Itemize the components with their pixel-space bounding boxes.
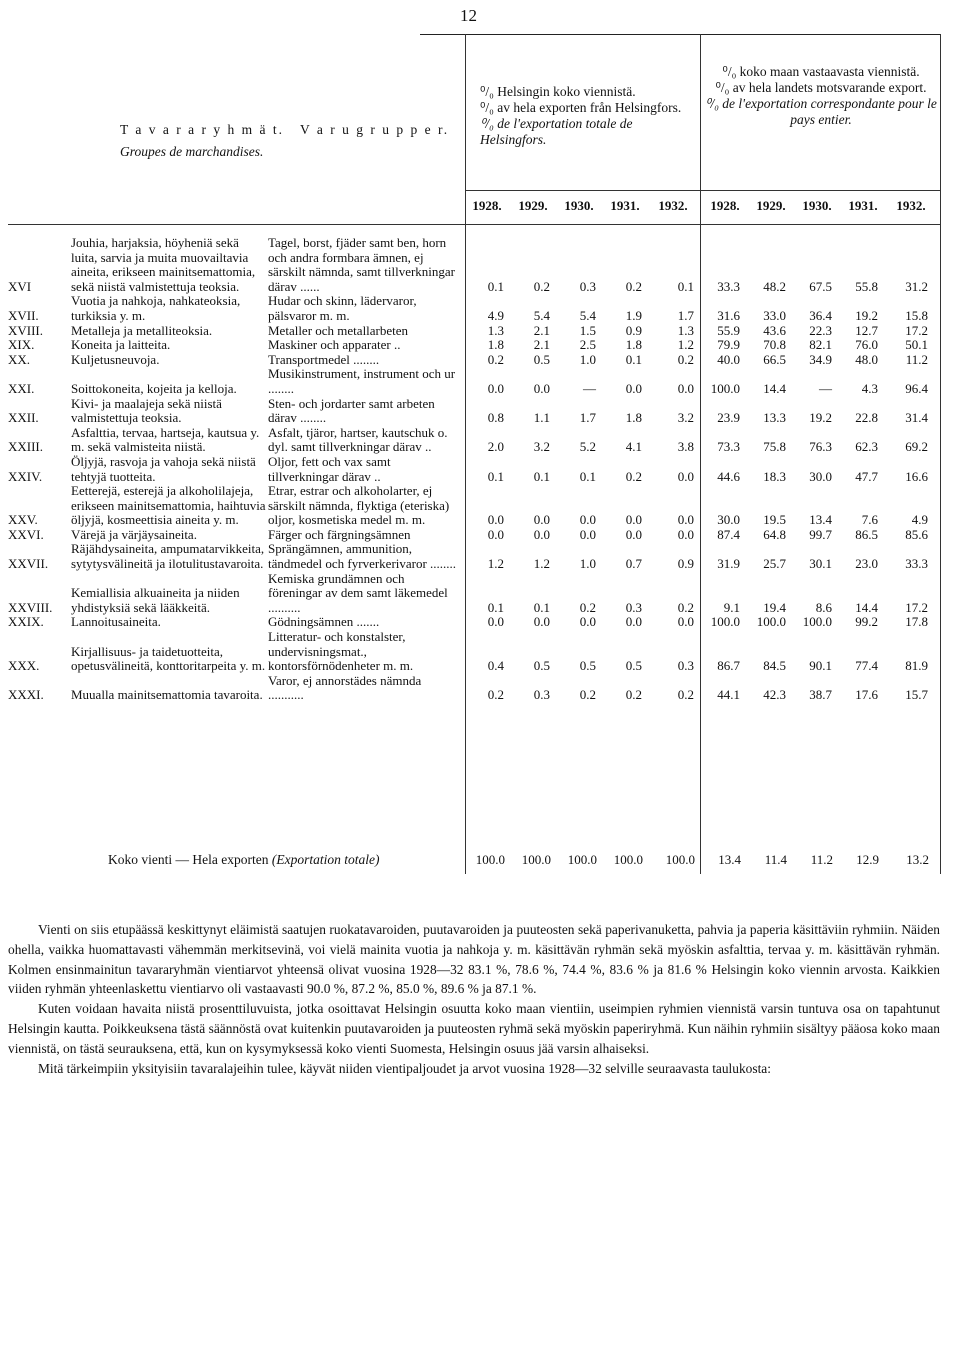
- cell-value: 0.3: [625, 599, 642, 615]
- cell-value: 0.2: [677, 599, 694, 615]
- header-groups-fi: T a v a r a r y h m ä t.: [120, 122, 284, 137]
- cell-value: 0.0: [533, 380, 550, 396]
- row-number: XXIX.: [8, 614, 44, 630]
- cell-value: 19.2: [855, 307, 878, 323]
- cell-value: 44.1: [717, 687, 740, 703]
- cell-value: 18.3: [763, 468, 786, 484]
- cell-value: 15.7: [905, 687, 928, 703]
- row-label-fi: Asfalttia, tervaa, hartseja, kautsua y. m. sekä valmisteita niistä.: [71, 424, 260, 455]
- cell-value: 4.9: [487, 307, 504, 323]
- cell-value: 44.6: [717, 468, 740, 484]
- cell-value: 1.7: [579, 410, 596, 426]
- row-label-sv: Sten- och jordarter samt arbeten därav ........: [268, 395, 435, 426]
- row-label-sv: Metaller och metallarbeten: [268, 322, 409, 338]
- cell-value: 1.2: [677, 337, 694, 353]
- year-label: 1932.: [896, 198, 926, 213]
- year-label: 1931.: [848, 198, 878, 213]
- cell-value: 1.5: [579, 322, 596, 338]
- row-number: XXI.: [8, 380, 35, 396]
- table-row: [8, 367, 928, 396]
- row-label-fi: Kivi- ja maalajeja sekä niistä valmistettuja teoksia.: [71, 395, 222, 426]
- cell-value: 86.7: [717, 658, 740, 674]
- cell-value: 48.0: [855, 351, 878, 367]
- table-row: [8, 528, 928, 543]
- cell-value: 76.0: [855, 337, 878, 353]
- year-label: 1929.: [756, 198, 786, 213]
- cell-value: 99.7: [809, 526, 832, 542]
- cell-value: 0.2: [625, 278, 642, 294]
- cell-value: 31.6: [717, 307, 740, 323]
- paragraph: Vienti on siis etupäässä keskittynyt eläimistä saatujen ruokatavaroiden, puutavaroiden ja puuteosten sekä paperivanuketta, pahvia ja paperia käsittäviin ryhmiin. Näiden ohella, vaikka huomattavasti vähemmän merkitsevinä, voi vielä mainita vuotia ja nahkoja y. m. käsittävän ryhmän sekä myöskin asfalttia, tervaa y. m. käsittävän ryhmän. Kolmen ensinmainitun tavararyhmän vientiarvot yhteensä olivat vuosina 1928—32 83.1 %, 78.6 %, 74.4 %, 83.6 % ja 81.6 % Helsingin koko viennin arvosta. Kaikkien viiden ryhmän yhteenlaskettu vientiarvo oli vastaavasti 90.0 %, 87.2 %, 85.0 %, 89.6 % ja 87.1 %.: [8, 922, 940, 997]
- table-row: [8, 674, 928, 703]
- cell-value: 15.8: [905, 307, 928, 323]
- cell-value: 0.0: [533, 614, 550, 630]
- row-number: XIX.: [8, 337, 35, 353]
- row-label-fi: Metalleja ja metalliteoksia.: [71, 322, 213, 338]
- total-label-fr: (Exportation totale): [271, 852, 380, 867]
- top-rule: [420, 34, 940, 35]
- row-label-sv: Varor, ej annorstädes nämnda ...........: [268, 672, 422, 703]
- cell-value: 0.0: [677, 468, 694, 484]
- cell-value: 75.8: [763, 439, 786, 455]
- cell-value: 70.8: [763, 337, 786, 353]
- cell-value: 0.0: [579, 614, 596, 630]
- cell-value: 7.6: [861, 512, 878, 528]
- cell-value: 33.0: [763, 307, 786, 323]
- row-number: XVIII.: [8, 322, 44, 338]
- cell-value: 55.9: [717, 322, 740, 338]
- cell-value: 62.3: [855, 439, 878, 455]
- cell-value: 31.2: [905, 278, 928, 294]
- cell-value: 16.6: [905, 468, 928, 484]
- cell-value: 1.3: [677, 322, 694, 338]
- year-label: 1932.: [658, 198, 688, 213]
- cell-value: 0.9: [625, 322, 642, 338]
- cell-value: 38.7: [809, 687, 832, 703]
- cell-value: 47.7: [855, 468, 878, 484]
- cell-value: 100.0: [756, 614, 786, 630]
- row-number: XXIV.: [8, 468, 43, 484]
- table-row: [8, 426, 928, 455]
- total-value: 100.0: [665, 852, 695, 867]
- cell-value: 0.4: [487, 658, 504, 674]
- total-value: 100.0: [475, 852, 505, 867]
- cell-value: 17.2: [905, 599, 928, 615]
- row-number: XVII.: [8, 307, 39, 323]
- header-rule: [8, 224, 940, 225]
- cell-value: 1.1: [533, 410, 550, 426]
- row-label-sv: Färger och färgningsämnen: [268, 526, 411, 542]
- cell-value: 3.2: [533, 439, 550, 455]
- cell-value: 25.7: [763, 556, 786, 572]
- cell-value: 0.2: [487, 351, 504, 367]
- cell-value: 22.3: [809, 322, 832, 338]
- cell-value: 17.8: [905, 614, 928, 630]
- row-number: XXXI.: [8, 687, 44, 703]
- cell-value: 0.5: [625, 658, 642, 674]
- table-row: [8, 397, 928, 426]
- cell-value: 0.9: [677, 556, 694, 572]
- paragraph: Kuten voidaan havaita niistä prosenttiluvuista, jotka osoittavat Helsingin osuutta koko maan vientiin, useimpien ryhmien viennistä varsin tuntuva osa on tapahtunut Helsingin kautta. Poikkeuksena tästä säännöstä ovat kuitenkin puutavaroiden ja puuteosten ryhmä sekä myöskin paperiryhmä. Kun näihin ryhmiin sisältyy pääosa koko maan viennistä, on tästä seurauksena, että, kun on kysymyksessä koko vienti Suomesta, Helsingin osuus jää varsin alhaiseksi.: [8, 1001, 940, 1056]
- row-label-sv: Asfalt, tjäror, hartser, kautschuk o. dyl. samt tillverkningar därav ..: [268, 424, 448, 455]
- cell-value: 0.0: [579, 512, 596, 528]
- cell-value: 31.9: [717, 556, 740, 572]
- cell-value: 23.9: [717, 410, 740, 426]
- header-groups-fr: Groupes de marchandises.: [120, 144, 264, 159]
- cell-value: 0.2: [677, 351, 694, 367]
- cell-value: 67.5: [809, 278, 832, 294]
- cell-value: 1.2: [487, 556, 504, 572]
- cell-value: 0.0: [579, 526, 596, 542]
- cell-value: 82.1: [809, 337, 832, 353]
- commodity-table: [8, 236, 928, 703]
- table-row: [8, 338, 928, 353]
- row-label-fi: Värejä ja värjäysaineita.: [71, 526, 197, 542]
- cell-value: 0.0: [677, 512, 694, 528]
- cell-value: 4.1: [625, 439, 642, 455]
- table-row: [8, 572, 928, 616]
- row-label-fi: Vuotia ja nahkoja, nahkateoksia, turkiksia y. m.: [71, 293, 241, 323]
- body-text: [8, 920, 940, 1078]
- cell-value: 84.5: [763, 658, 786, 674]
- cell-value: 4.9: [911, 512, 928, 528]
- row-label-sv: Musikinstrument, instrument och ur ........: [268, 366, 456, 396]
- cell-value: 0.1: [533, 599, 550, 615]
- cell-value: 0.1: [677, 278, 694, 294]
- year-label: 1930.: [564, 198, 594, 213]
- year-label: 1928.: [710, 198, 740, 213]
- cell-value: 90.1: [809, 658, 832, 674]
- table-row: [8, 294, 928, 323]
- row-label-fi: Kuljetusneuvoja.: [71, 351, 160, 367]
- total-value: 12.9: [856, 852, 879, 867]
- row-number: XXIII.: [8, 439, 44, 455]
- total-value: 13.2: [906, 852, 929, 867]
- cell-value: 33.3: [905, 556, 928, 572]
- row-label-fi: Kirjallisuus- ja taidetuotteita, opetusvälineitä, konttoritarpeita y. m.: [71, 643, 266, 674]
- row-number: XXVII.: [8, 556, 49, 572]
- row-number: XX.: [8, 351, 31, 367]
- row-label-fi: Öljyjä, rasvoja ja vahoja sekä niistä tehtyjä tuotteita.: [71, 453, 256, 484]
- cell-value: 0.3: [579, 278, 596, 294]
- total-value: 11.4: [764, 852, 787, 867]
- cell-value: 0.0: [625, 614, 642, 630]
- cell-value: 0.7: [625, 556, 642, 572]
- cell-value: 23.0: [855, 556, 878, 572]
- cell-value: 0.0: [677, 614, 694, 630]
- cell-value: 64.8: [763, 526, 786, 542]
- cell-value: 0.2: [533, 278, 550, 294]
- cell-value: 100.0: [710, 614, 740, 630]
- table-row: [8, 353, 928, 368]
- cell-value: 79.9: [717, 337, 740, 353]
- cell-value: 66.5: [763, 351, 786, 367]
- cell-value: 19.5: [763, 512, 786, 528]
- cell-value: 87.4: [717, 526, 740, 542]
- row-label-sv: Maskiner och apparater ..: [268, 337, 401, 353]
- row-number: XVI: [8, 278, 32, 294]
- row-number: XXVI.: [8, 526, 44, 542]
- cell-value: 0.2: [625, 687, 642, 703]
- cell-value: 0.8: [487, 410, 504, 426]
- cell-value: 0.3: [533, 687, 550, 703]
- row-label-fi: Räjähdysaineita, ampumatarvikkeita, sytytysvälineitä ja ilotulitustavaroita.: [71, 541, 265, 572]
- table-row: [8, 236, 928, 294]
- cell-value: 0.2: [625, 468, 642, 484]
- row-label-sv: Transportmedel ........: [268, 351, 380, 367]
- cell-value: 33.3: [717, 278, 740, 294]
- header-country-fr: ⁰/₀ de l'exportation correspondante pour le pays entier.: [705, 96, 937, 127]
- cell-value: 86.5: [855, 526, 878, 542]
- cell-value: 77.4: [855, 658, 878, 674]
- cell-value: 19.4: [763, 599, 786, 615]
- cell-value: 17.6: [855, 687, 878, 703]
- cell-value: 0.1: [579, 468, 596, 484]
- cell-value: 30.0: [809, 468, 832, 484]
- table-row: [8, 455, 928, 484]
- cell-value: 5.2: [579, 439, 596, 455]
- row-label-sv: Oljor, fett och vax samt tillverkningar därav ..: [268, 453, 391, 484]
- cell-value: 19.2: [809, 410, 832, 426]
- cell-value: 2.1: [533, 337, 550, 353]
- cell-value: 81.9: [905, 658, 928, 674]
- cell-value: 42.3: [763, 687, 786, 703]
- cell-value: 0.0: [487, 526, 504, 542]
- cell-value: 3.8: [677, 439, 694, 455]
- cell-value: 100.0: [710, 380, 740, 396]
- year-label: 1928.: [472, 198, 502, 213]
- cell-value: 0.1: [533, 468, 550, 484]
- row-number: XXVIII.: [8, 599, 53, 615]
- cell-value: 0.2: [487, 687, 504, 703]
- row-label-sv: Gödningsämnen .......: [268, 614, 380, 630]
- row-label-fi: Lannoitusaineita.: [71, 614, 161, 630]
- row-label-fi: Muualla mainitsemattomia tavaroita.: [71, 687, 263, 703]
- cell-value: 8.6: [815, 599, 832, 615]
- cell-value: 1.9: [625, 307, 642, 323]
- cell-value: 99.2: [855, 614, 878, 630]
- cell-value: 12.7: [855, 322, 878, 338]
- cell-value: 0.3: [677, 658, 694, 674]
- cell-value: 5.4: [533, 307, 550, 323]
- cell-value: 17.2: [905, 322, 928, 338]
- cell-value: 50.1: [905, 337, 928, 353]
- row-number: XXV.: [8, 512, 38, 528]
- header-country: [702, 64, 940, 128]
- cell-value: 0.0: [487, 614, 504, 630]
- cell-value: 0.5: [533, 658, 550, 674]
- cell-value: 2.0: [487, 439, 504, 455]
- total-value: 100.0: [613, 852, 643, 867]
- row-label-fi: Jouhia, harjaksia, höyheniä sekä luita, sarvia ja muita muovailtavia aineita, erikseen mainitsemattomia, sekä niistä valmistettuja teoksia.: [71, 235, 256, 294]
- header-groups-sv: V a r u g r u p p e r.: [300, 122, 450, 137]
- cell-value: 14.4: [763, 380, 786, 396]
- cell-value: 1.8: [625, 410, 642, 426]
- cell-value: 55.8: [855, 278, 878, 294]
- table-row: [8, 484, 928, 528]
- row-number: XXX.: [8, 658, 40, 674]
- cell-value: 40.0: [717, 351, 740, 367]
- cell-value: 69.2: [905, 439, 928, 455]
- cell-value: 85.6: [905, 526, 928, 542]
- cell-value: 1.3: [487, 322, 504, 338]
- col-divider: [940, 34, 941, 874]
- row-label-fi: Eetterejä, esterejä ja alkoholilajeja, erikseen mainitsemattomia, haihtuvia öljyjä, kosmeettisia aineita y. m.: [71, 483, 266, 528]
- cell-value: 13.3: [763, 410, 786, 426]
- cell-value: 0.0: [625, 512, 642, 528]
- paragraph: Mitä tärkeimpiin yksityisiin tavaralajeihin tulee, käyvät niiden vientipaljoudet ja arvot vuosina 1928—32 selville seuraavasta taulukosta:: [38, 1060, 771, 1076]
- total-label-text: Koko vienti — Hela exporten: [108, 852, 269, 867]
- cell-value: 100.0: [802, 614, 832, 630]
- cell-value: 30.0: [717, 512, 740, 528]
- row-label-sv: Litteratur- och konstalster, undervisningsmat., kontorsförnödenheter m. m.: [268, 629, 414, 674]
- cell-value: 1.8: [625, 337, 642, 353]
- cell-value: —: [819, 380, 832, 396]
- cell-value: 34.9: [809, 351, 832, 367]
- header-helsinki-sv: ⁰/₀ av hela exporten från Helsingfors.: [480, 100, 682, 115]
- total-value: 100.0: [521, 852, 551, 867]
- total-value: 100.0: [567, 852, 597, 867]
- total-label: [108, 852, 379, 868]
- cell-value: 31.4: [905, 410, 928, 426]
- row-label-sv: Tagel, borst, fjäder samt ben, horn och andra formbara ämnen, ej särskilt nämnda, samt tillverkningar därav ......: [268, 235, 456, 294]
- cell-value: 1.2: [533, 556, 550, 572]
- header-country-fi: ⁰/₀ koko maan vastaavasta viennistä.: [722, 64, 920, 79]
- cell-value: 22.8: [855, 410, 878, 426]
- row-label-sv: Kemiska grundämnen och föreningar av dem samt läkemedel ..........: [268, 570, 448, 615]
- year-label: 1930.: [802, 198, 832, 213]
- cell-value: 2.1: [533, 322, 550, 338]
- cell-value: 0.5: [579, 658, 596, 674]
- cell-value: 0.0: [677, 380, 694, 396]
- cell-value: 30.1: [809, 556, 832, 572]
- cell-value: 3.2: [677, 410, 694, 426]
- cell-value: 0.0: [533, 512, 550, 528]
- table-row: [8, 615, 928, 630]
- cell-value: 0.1: [487, 599, 504, 615]
- row-label-sv: Etrar, estrar och alkoholarter, ej särskilt nämnda, flyktiga (eteriska) oljor, kosmetiska medel m. m.: [268, 483, 450, 528]
- cell-value: 76.3: [809, 439, 832, 455]
- row-label-fi: Koneita ja laitteita.: [71, 337, 171, 353]
- cell-value: 5.4: [579, 307, 596, 323]
- row-label-sv: Hudar och skinn, lädervaror, pälsvaror m. m.: [268, 293, 417, 323]
- header-helsinki-fi: ⁰/₀ Helsingin koko viennistä.: [480, 84, 636, 99]
- cell-value: 0.1: [487, 468, 504, 484]
- header-helsinki-fr: ⁰/₀ de l'exportation totale de Helsingfors.: [480, 116, 633, 147]
- cell-value: 0.2: [579, 599, 596, 615]
- cell-value: 0.0: [677, 526, 694, 542]
- year-label: 1931.: [610, 198, 640, 213]
- header-country-sv: ⁰/₀ av hela landets motsvarande export.: [715, 80, 927, 95]
- total-value: 13.4: [718, 852, 741, 867]
- cell-value: 9.1: [723, 599, 740, 615]
- table-row: [8, 630, 928, 674]
- cell-value: 0.1: [625, 351, 642, 367]
- row-label-sv: Sprängämnen, ammunition, tändmedel och fyrverkerivaror ........: [268, 541, 457, 572]
- cell-value: 0.0: [487, 512, 504, 528]
- cell-value: 0.2: [677, 687, 694, 703]
- table-row: [8, 324, 928, 339]
- header-helsinki: [480, 84, 690, 148]
- cell-value: 1.7: [677, 307, 694, 323]
- cell-value: 0.0: [625, 380, 642, 396]
- cell-value: 1.8: [487, 337, 504, 353]
- cell-value: —: [583, 380, 596, 396]
- cell-value: 4.3: [861, 380, 878, 396]
- cell-value: 0.1: [487, 278, 504, 294]
- cell-value: 11.2: [905, 351, 928, 367]
- year-label: 1929.: [518, 198, 548, 213]
- cell-value: 14.4: [855, 599, 878, 615]
- cell-value: 73.3: [717, 439, 740, 455]
- cell-value: 1.0: [579, 556, 596, 572]
- cell-value: 0.0: [487, 380, 504, 396]
- cell-value: 0.2: [579, 687, 596, 703]
- row-label-fi: Soittokoneita, kojeita ja kelloja.: [71, 380, 237, 396]
- cell-value: 48.2: [763, 278, 786, 294]
- cell-value: 43.6: [763, 322, 786, 338]
- cell-value: 96.4: [905, 380, 928, 396]
- cell-value: 13.4: [809, 512, 832, 528]
- row-label-fi: Kemiallisia alkuaineita ja niiden yhdistyksiä sekä lääkkeitä.: [71, 585, 240, 615]
- row-number: XXII.: [8, 410, 39, 426]
- cell-value: 0.0: [533, 526, 550, 542]
- page-number: 12: [460, 6, 477, 25]
- table-row: [8, 542, 928, 571]
- cell-value: 0.5: [533, 351, 550, 367]
- cell-value: 2.5: [579, 337, 596, 353]
- total-value: 11.2: [810, 852, 833, 867]
- header-rule: [465, 190, 940, 191]
- cell-value: 0.0: [625, 526, 642, 542]
- cell-value: 36.4: [809, 307, 832, 323]
- cell-value: 1.0: [579, 351, 596, 367]
